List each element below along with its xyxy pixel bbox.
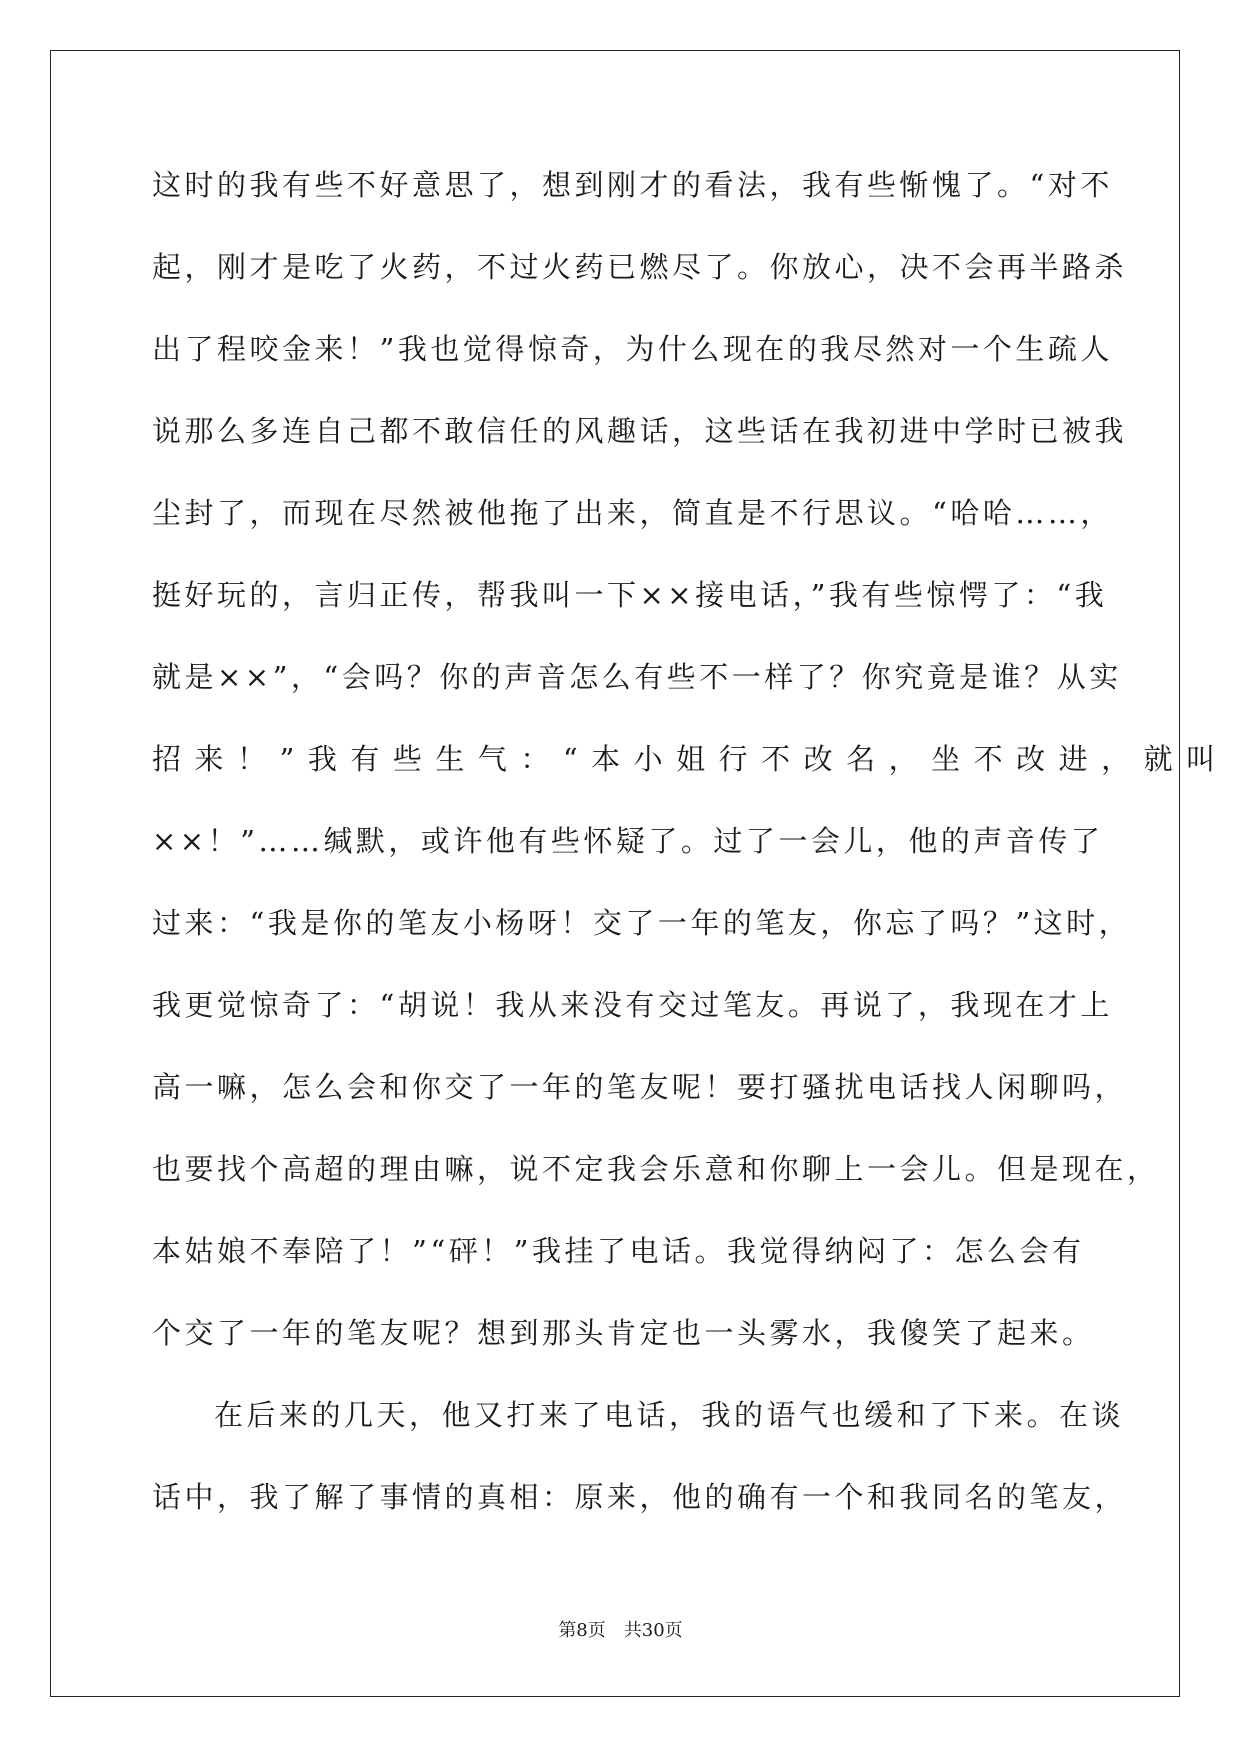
paragraph-line: 说那么多连自己都不敢信任的风趣话，这些话在我初进中学时已被我: [152, 414, 1128, 448]
paragraph-line: 个交了一年的笔友呢？想到那头肯定也一头雾水，我傻笑了起来。: [152, 1316, 1095, 1350]
paragraph-line: 高一嘛，怎么会和你交了一年的笔友呢！要打骚扰电话找人闲聊吗，: [152, 1070, 1128, 1104]
paragraph-line: 这时的我有些不好意思了，想到刚才的看法，我有些惭愧了。“对不: [152, 168, 1113, 202]
paragraph-line: 起，刚才是吃了火药，不过火药已燃尽了。你放心，决不会再半路杀: [152, 250, 1128, 284]
paragraph-line: 话中，我了解了事情的真相：原来，他的确有一个和我同名的笔友，: [152, 1480, 1128, 1514]
paragraph-line: 也要找个高超的理由嘛，说不定我会乐意和你聊上一会儿。但是现在，: [152, 1152, 1160, 1186]
paragraph-line: 我更觉惊奇了：“胡说！我从来没有交过笔友。再说了，我现在才上: [152, 988, 1113, 1022]
paragraph-line: ××！”……缄默，或许他有些怀疑了。过了一会儿，他的声音传了: [152, 824, 1104, 858]
paragraph-line: 尘封了，而现在尽然被他拖了出来，简直是不行思议。“哈哈……，: [152, 496, 1113, 530]
page-number: 第8页: [558, 1620, 606, 1641]
paragraph-line: 出了程咬金来！”我也觉得惊奇，为什么现在的我尽然对一个生疏人: [152, 332, 1113, 366]
paragraph-line: 就是××”，“会吗？你的声音怎么有些不一样了？你究竟是谁？从实: [152, 660, 1122, 694]
page-total: 共30页: [623, 1620, 683, 1641]
document-body: [152, 160, 1229, 1554]
paragraph-line-indented: 在后来的几天，他又打来了电话，我的语气也缓和了下来。在谈: [214, 1398, 1125, 1432]
paragraph-line: 挺好玩的，言归正传，帮我叫一下××接电话，”我有些惊愕了：“我: [152, 578, 1108, 612]
page-footer: [0, 1616, 1241, 1642]
paragraph-line: 招来！”我有些生气：“本小姐行不改名，坐不改进，就叫: [152, 742, 1229, 776]
paragraph-line: 过来：“我是你的笔友小杨呀！交了一年的笔友，你忘了吗？”这时，: [152, 906, 1132, 940]
paragraph-line: 本姑娘不奉陪了！”“砰！”我挂了电话。我觉得纳闷了：怎么会有: [152, 1234, 1085, 1268]
